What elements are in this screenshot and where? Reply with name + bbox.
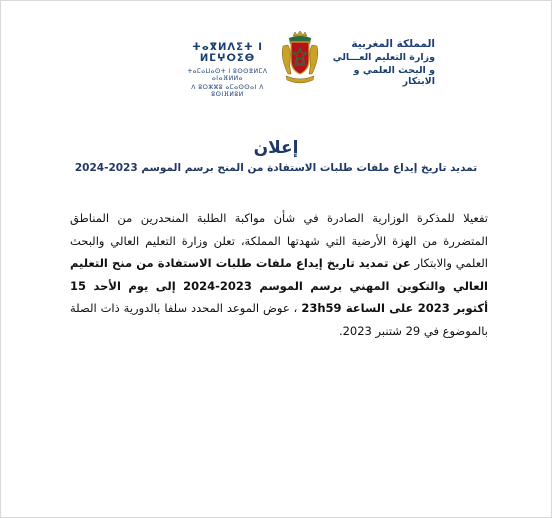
announcement-title: إعلان — [253, 138, 299, 158]
coat-of-arms-icon — [280, 30, 320, 86]
arabic-ministry-name — [320, 38, 435, 87]
arabic-research-line: و البحث العلمي و الابتكار — [353, 65, 435, 87]
tifinagh-line-1: ⵜⴰⴳⵍⴷⵉⵜ ⵏ ⵍⵎⵖⵔⵉⴱ — [192, 42, 263, 64]
tifinagh-header — [180, 30, 275, 98]
body-part-3: ، عوض الموعد المحدد سلفا بالدورية ذات الصلة بالموضوع في 29 شتنبر 2023. — [70, 301, 488, 338]
tifinagh-line-3: ⴷ ⵓⵔⵣⵣⵓ ⴰⵎⴰⵙⵙⴰⵏ ⴷ ⵓⵙⵏⴼⵍⵓⵍ — [191, 84, 264, 98]
body-part-1: تفعيلا للمذكرة الوزارية الصادرة في شأن مواكبة الطلبة المنحدرين من المناطق المتضررة من الهزة الأرضية التي شهدتها المملكة، تعلن وزارة التعليم العالي والبحث العلمي والابتكار — [70, 211, 488, 270]
announcement-subtitle: تمديد تاريخ إيداع ملفات طلبات الاستفادة من المنح برسم الموسم 2023-2024 — [74, 162, 478, 174]
ministry-header — [180, 30, 435, 98]
arabic-ministry-line: وزارة التعليم العـــالي — [332, 52, 435, 63]
arabic-kingdom-line: المملكة المغربية — [351, 38, 435, 50]
tifinagh-line-2: ⵜⴰⵎⴰⵡⴰⵙⵜ ⵏ ⵓⵙⵙⴻⵍⵎⴷ ⴰⵏⴰⴼⵍⵍⴰ — [187, 68, 268, 82]
body-part-2-bold: عن تمديد تاريخ إيداع ملفات طلبات الاستفادة من منح التعليم العالي والتكوين المهني برسم الموسم 2023-2024 إلى يوم الأحد 15 أكتوبر 2023 على الساعة 23h59 — [70, 256, 489, 315]
announcement-body — [70, 207, 488, 342]
